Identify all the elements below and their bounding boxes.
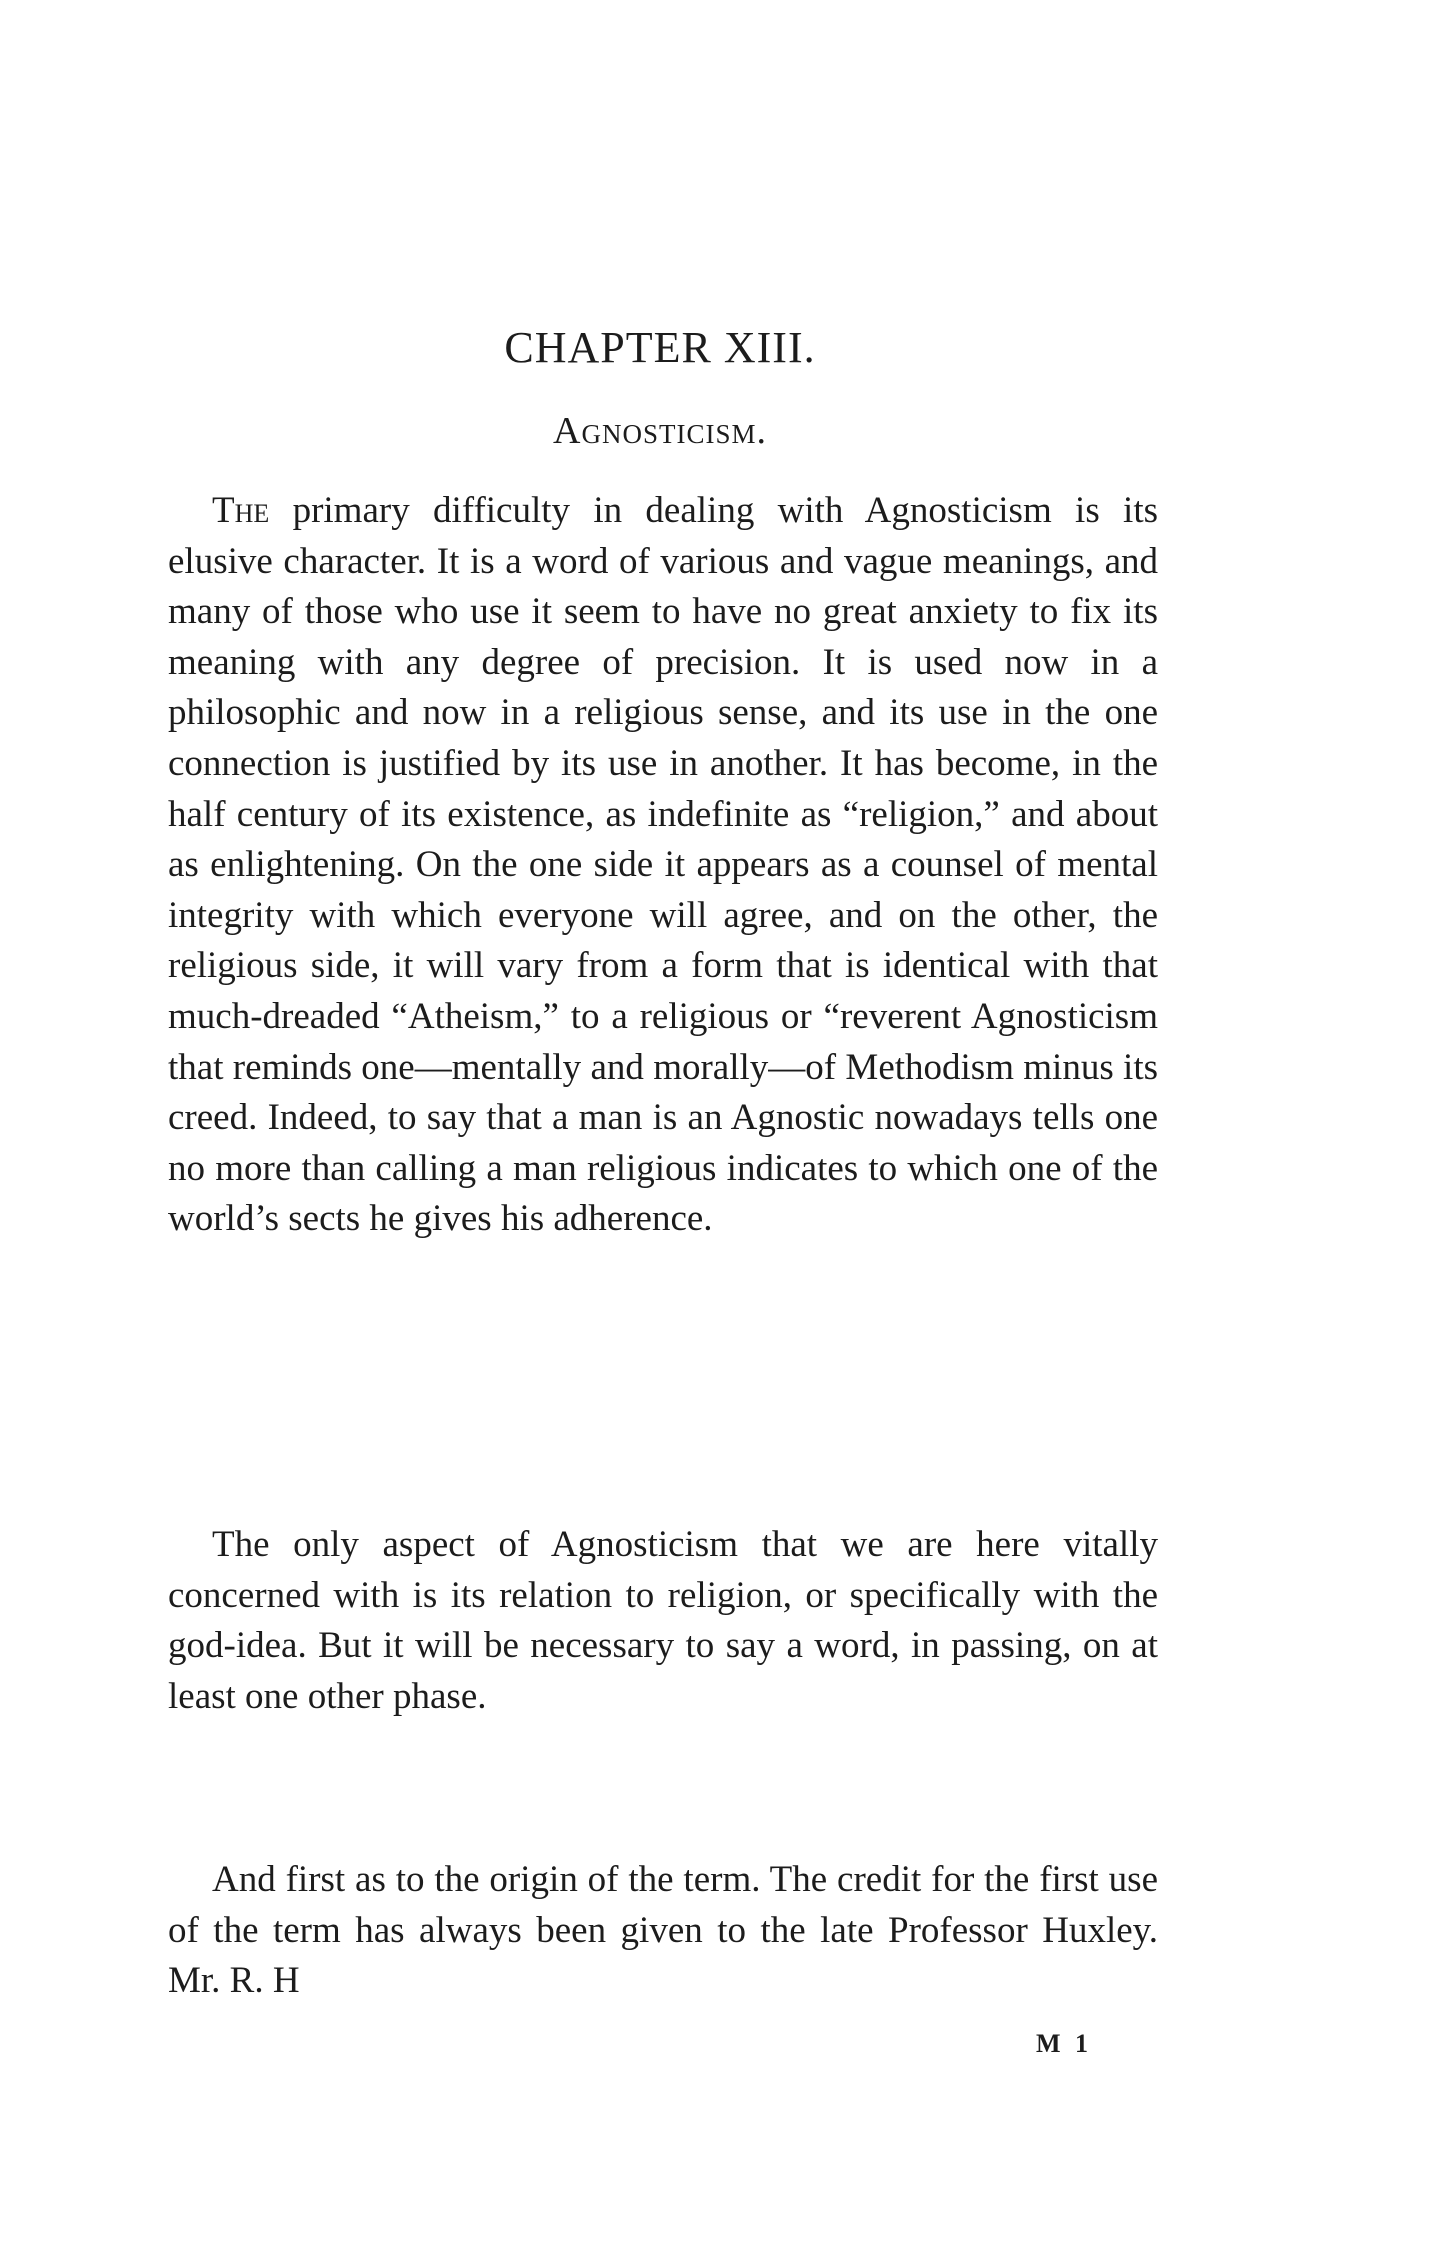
chapter-subtitle: Agnosticism. <box>553 410 767 452</box>
printer-signature-mark: M 1 <box>1036 2029 1093 2058</box>
chapter-heading: CHAPTER XIII. <box>504 323 816 372</box>
paragraph-2: The only aspect of Agnosticism that we are here vitally concerned with is its relation to religion, or specifically with the god-idea. But it will be necessary to say a word, in passing, on at least one other phase. <box>168 1524 1158 1717</box>
paragraph-1-text: primary difficulty in dealing with Agnosticism is its elusive character. It is a word of various and vague meanings, and many of those who use it seem to have no great anxiety to fix its meaning with any degree of precision. It is used now in a philosophic and now in a religious sense, and its use in the one connection is justified by its use in another. It has become, in the half century of its existence, as indefinite as “religion,” and about as enlightening. On the one side it appears as a counsel of mental integrity with which everyone will agree, and on the other, the religious side, it will vary from a form that is identical with that much-dreaded “Atheism,” to a religious or “reverent Agnosticism that reminds one—mentally and morally—of Methodism minus its creed. Indeed, to say that a man is an Agnostic nowadays tells one no more than calling a man religious indicates to which one of the world’s sects he gives his adherence. <box>168 490 1158 1240</box>
paragraph-3: And first as to the origin of the term. The credit for the first use of the term has always been given to the late Professor Huxley. Mr. R. H <box>168 1859 1158 2002</box>
paragraph-1 <box>168 486 1158 1245</box>
paragraph-lead-word: The <box>212 490 270 531</box>
